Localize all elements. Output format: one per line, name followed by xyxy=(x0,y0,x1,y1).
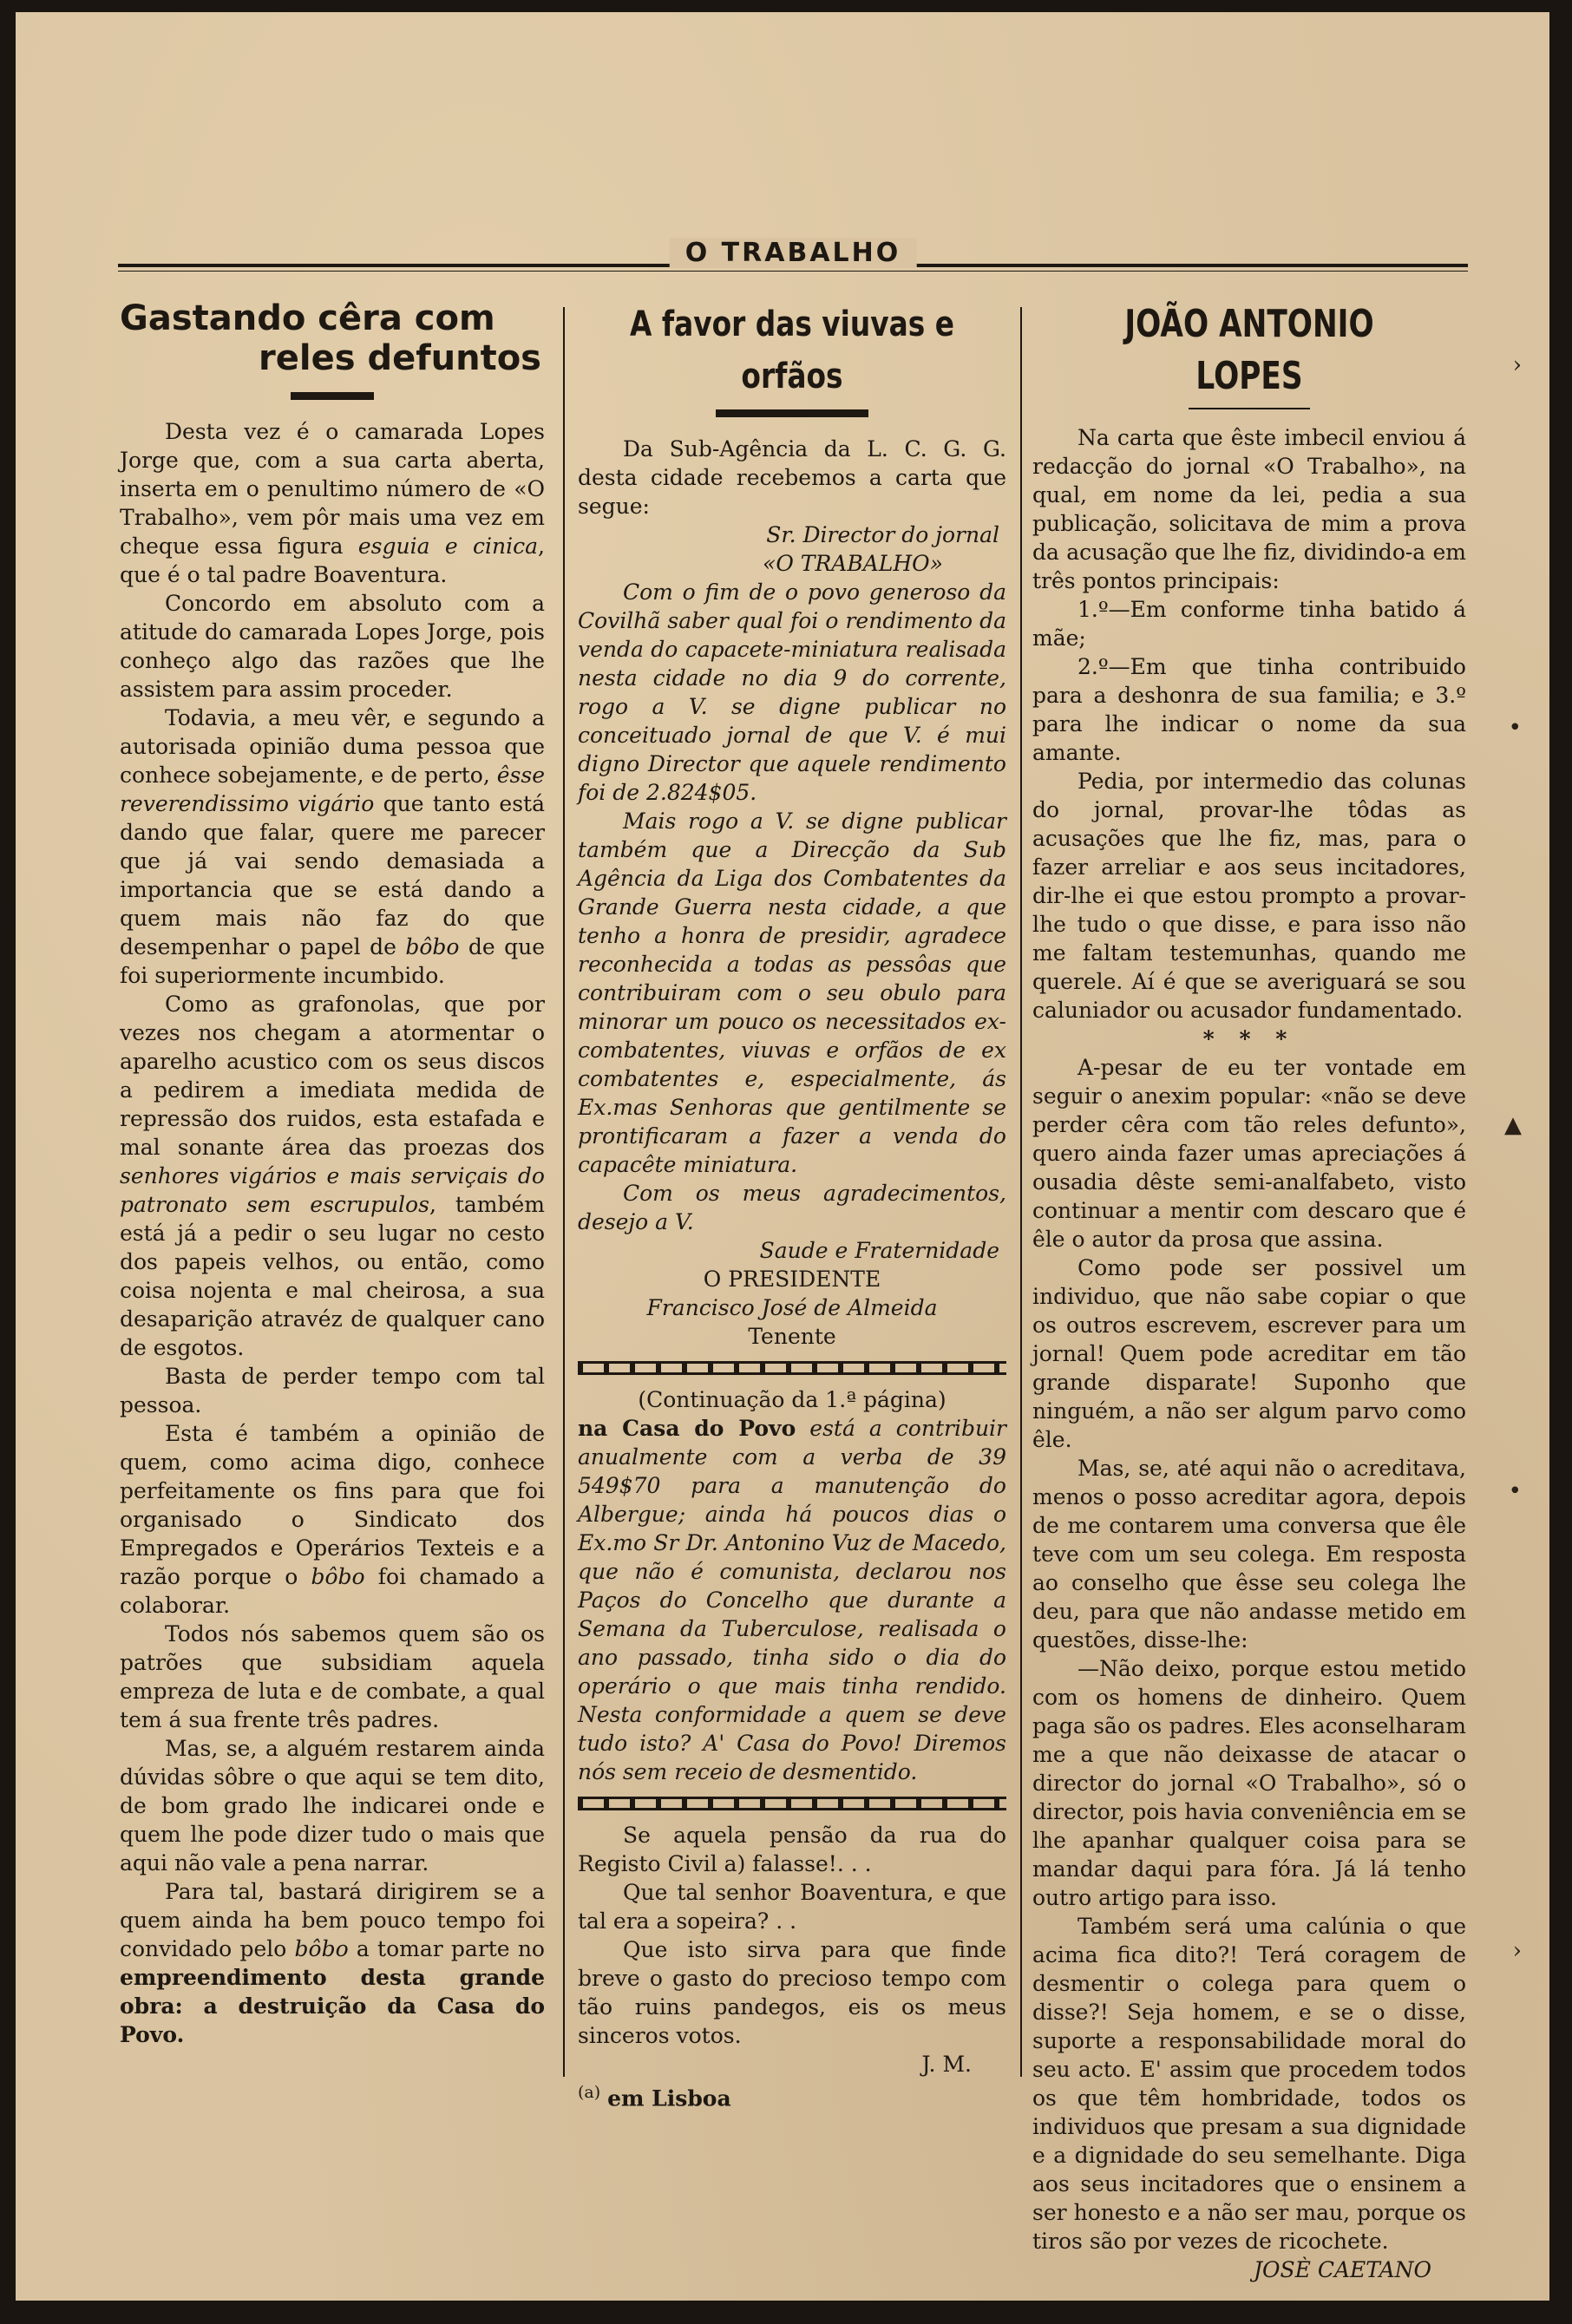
paragraph: Mas, se, a alguém restarem ainda dúvidas sôbre o que aqui se tem dito, de bom grado lhe indicarei onde e quem lhe pode dizer tudo o mais que aqui não vale a pena narrar. xyxy=(120,1736,545,1876)
letter-body xyxy=(578,578,1006,1236)
paragraph: Que tal senhor Boaventura, e que tal era a sopeira? . . xyxy=(578,1880,1006,1934)
paragraph: Basta de perder tempo com tal pessoa. xyxy=(120,1364,545,1417)
author-initials: J. M. xyxy=(921,2052,972,2077)
paragraph: Como as grafonolas, que por vezes nos chegam a atormentar o aparelho acustico com os seus discos a pedirem a imediata medida de repressão dos ruidos, esta estafada e mal sonante área das proezas dos senhores vigários e mais serviçais do patronato sem escrupulos, também está já a pedir o seu lugar no cesto dos papeis velhos, ou então, como coisa nojenta e mal cheirosa, a sua desaparição atravéz de qualquer cano de esgotos. xyxy=(120,992,545,1360)
letter-addressee-paper: «O TRABALHO» xyxy=(763,551,943,576)
article-title: JOÃO ANTONIO LOPES xyxy=(1124,302,1374,398)
continuation-lead: na Casa do Povo xyxy=(578,1416,796,1441)
paragraph: Com o fim de o povo generoso da Covilhã saber qual foi o rendimento da venda do capacete-miniatura realisada nesta cidade no dia 9 do corrente, rogo a V. se digne publicar no conceituado jornal de que V. é mui digno Director que aquele rendimento foi de 2.824$05. xyxy=(578,579,1006,805)
paragraph: Como pode ser possivel um individuo, que não sabe copiar o que os outros escrevem, escrever para um jornal! Quem pode acreditar em tão grande disparate! Suponho que ninguém, a não ser algum parvo como êle. xyxy=(1032,1255,1466,1452)
title-separator xyxy=(716,409,868,417)
paragraph: Se aquela pensão da rua do Registo Civil a) falasse!. . . xyxy=(578,1823,1006,1876)
paragraph: Pedia, por intermedio das colunas do jornal, provar-lhe tôdas as acusações que lhe fiz, mas, para o fazer arreliar e aos seus incitadores, dir-lhe ei que estou prompto a provar-lhe tudo o que disse, e para isso não me faltam testemunhas, quando me querele. Aí é que se averiguará se sou caluniador ou acusador fundamentado. xyxy=(1032,769,1466,1023)
paragraph: Com os meus agradecimentos, desejo a V. xyxy=(578,1181,1006,1234)
paragraph: 1.º—Em conforme tinha batido á mãe; xyxy=(1032,597,1466,651)
continuation-text xyxy=(578,1414,1006,1786)
binding-mark: • xyxy=(1508,715,1522,741)
letter-closing: Saude e Fraternidade xyxy=(759,1238,999,1263)
paragraph: Que isto sirva para que finde breve o gasto do precioso tempo com tão ruins pandegos, eis os meus sinceros votos. xyxy=(578,1937,1006,2048)
article-title-line2: reles defuntos xyxy=(259,338,541,378)
article-body xyxy=(120,417,545,2049)
article-body-part2 xyxy=(1032,1053,1466,2255)
paragraph: Desta vez é o camarada Lopes Jorge que, com a sua carta aberta, inserta em o penultimo número de «O Trabalho», vem pôr mais uma vez em cheque essa figura esguia e cinica, que é o tal padre Boaventura. xyxy=(120,419,545,587)
article-viuvas-orfaos xyxy=(578,298,1006,2112)
paragraph: 2.º—Em que tinha contribuido para a deshonra de sua familia; e 3.º para lhe indicar o nome da sua amante. xyxy=(1032,654,1466,765)
binding-mark: ▲ xyxy=(1504,1112,1522,1138)
binding-mark: › xyxy=(1512,1938,1522,1964)
article-body-part1 xyxy=(1032,423,1466,1025)
paragraph: Concordo em absoluto com a atitude do camarada Lopes Jorge, pois conheço algo das razões que lhe assistem para assim proceder. xyxy=(120,591,545,702)
paragraph: Para tal, bastará dirigirem se a quem ainda ha bem pouco tempo foi convidado pelo bôbo a tomar parte no empreendimento desta grande obra: a destruição da Casa do Povo. xyxy=(120,1879,545,2047)
ornamental-rule xyxy=(578,1361,1006,1375)
footnote-mark: (a) xyxy=(578,2083,601,2102)
paragraph: Mais rogo a V. se digne publicar também que a Direcção da Sub Agência da Liga dos Combatentes da Grande Guerra nesta cidade, a que tenho a honra de presidir, agradece reconhecida a todas as pessôas que contribuiram com o seu obulo para minorar um pouco os necessitados ex-combatentes, viuvas e orfãos de ex combatentes e, especialmente, ás Ex.mas Senhoras que gentilmente se prontificaram a fazer a venda do capacête miniatura. xyxy=(578,808,1006,1177)
after-text xyxy=(578,1821,1006,2050)
title-separator xyxy=(1189,408,1310,409)
article-gastando-cera xyxy=(120,298,545,2049)
masthead-rule-thin xyxy=(118,271,1468,272)
footnote xyxy=(578,2079,1006,2112)
paragraph: —Não deixo, porque estou metido com os homens de dinheiro. Quem paga são os padres. Eles aconselharam me a que não deixasse de atacar o director do jornal «O Trabalho», só o director, pois havia conveniência em se lhe apanhar qualquer coisa para se mandar daqui para fóra. Já lá tenho outro artigo para isso. xyxy=(1032,1656,1466,1910)
paragraph: Na carta que êste imbecil enviou á redacção do jornal «O Trabalho», na qual, em nome da lei, pedia a sua publicação, solicitava de mim a prova da acusação que lhe fiz, dividindo-a em três pontos principais: xyxy=(1032,425,1466,593)
newspaper-page xyxy=(16,12,1549,2301)
article-title: A favor das viuvas e orfãos xyxy=(630,304,954,396)
letter-intro: Da Sub-Agência da L. C. G. G. desta cidade recebemos a carta que segue: xyxy=(578,436,1006,519)
masthead xyxy=(118,238,1468,279)
paragraph: Mas, se, até aqui não o acreditava, menos o posso acreditar agora, depois de me contarem uma conversa que êle teve com um seu colega. Em resposta ao conselho que êsse seu colega lhe deu, para que não andasse metido em questões, disse-lhe: xyxy=(1032,1456,1466,1653)
continuation-body: está a contribuir anualmente com a verba de 39 549$70 para a manutenção do Albergue; ainda há poucos dias o Ex.mo Sr Dr. Antonino Vuz de Macedo, que não é comunista, declarou nos Paços do Concelho que durante a Semana da Tuberculose, realisada o ano passado, tinha sido o dia do operário o que mais tinha rendido. Nesta conformidade a quem se deve tudo isto? A' Casa do Povo! Diremos nós sem receio de desmentido. xyxy=(578,1416,1006,1784)
column-divider xyxy=(563,307,565,2077)
paragraph: Esta é também a opinião de quem, como acima digo, conhece perfeitamente os fins para que foi organisado o Sindicato dos Empregados e Operários Texteis e a razão porque o bôbo foi chamado a colaborar. xyxy=(120,1421,546,1618)
paragraph: Todos nós sabemos quem são os patrões que subsidiam aquela empreza de luta e de combate, a qual tem á sua frente três padres. xyxy=(120,1621,545,1732)
paragraph: A-pesar de eu ter vontade em seguir o anexim popular: «não se deve perder cêra com tão reles defunto», quero ainda fazer umas apreciações á ousadia dêste semi-analfabeto, visto continuar a mentir com descaro que é êle o autor da prosa que assina. xyxy=(1032,1055,1466,1252)
newspaper-name: O TRABALHO xyxy=(670,238,917,268)
article-joao-antonio-lopes xyxy=(1032,298,1466,2284)
footnote-text: em Lisboa xyxy=(607,2085,731,2111)
column-divider xyxy=(1020,307,1022,2077)
paragraph: Também será uma calúnia o que acima fica dito?! Terá coragem de desmentir o colega para quem o disse?! Seja homem, e se o disse, suporte a responsabilidade moral do seu acto. E' assim que procedem todos os que têm hombridade, todos os individuos que presam a sua dignidade e a dignidade do seu semelhante. Diga aos seus incitadores que o ensinem a ser honesto e a não ser mau, porque os tiros são por vezes de ricochete. xyxy=(1032,1914,1466,2254)
ornamental-rule xyxy=(578,1797,1006,1810)
letter-signatory-name: Francisco José de Almeida xyxy=(646,1295,938,1320)
binding-mark: • xyxy=(1508,1478,1522,1504)
article-title-line1: Gastando cêra com xyxy=(120,298,495,338)
letter-signatory-title: O PRESIDENTE xyxy=(703,1267,881,1292)
author-signature: JOSÈ CAETANO xyxy=(1253,2257,1431,2282)
continuation-note: (Continuação da 1.ª página) xyxy=(638,1387,946,1412)
letter-signatory-rank: Tenente xyxy=(748,1324,836,1349)
section-stars: * * * xyxy=(1202,1026,1296,1051)
paragraph: Todavia, a meu vêr, e segundo a autorisada opinião duma pessoa que conhece sobejamente, e de perto, êsse reverendissimo vigário que tanto está dando que falar, quere me parecer que já vai sendo demasiada a importancia que se está dando a quem mais não faz do que desempenhar o papel de bôbo de que foi superiormente incumbido. xyxy=(120,705,546,988)
title-separator xyxy=(291,392,374,400)
binding-mark: › xyxy=(1512,352,1522,378)
letter-addressee: Sr. Director do jornal xyxy=(766,522,999,547)
